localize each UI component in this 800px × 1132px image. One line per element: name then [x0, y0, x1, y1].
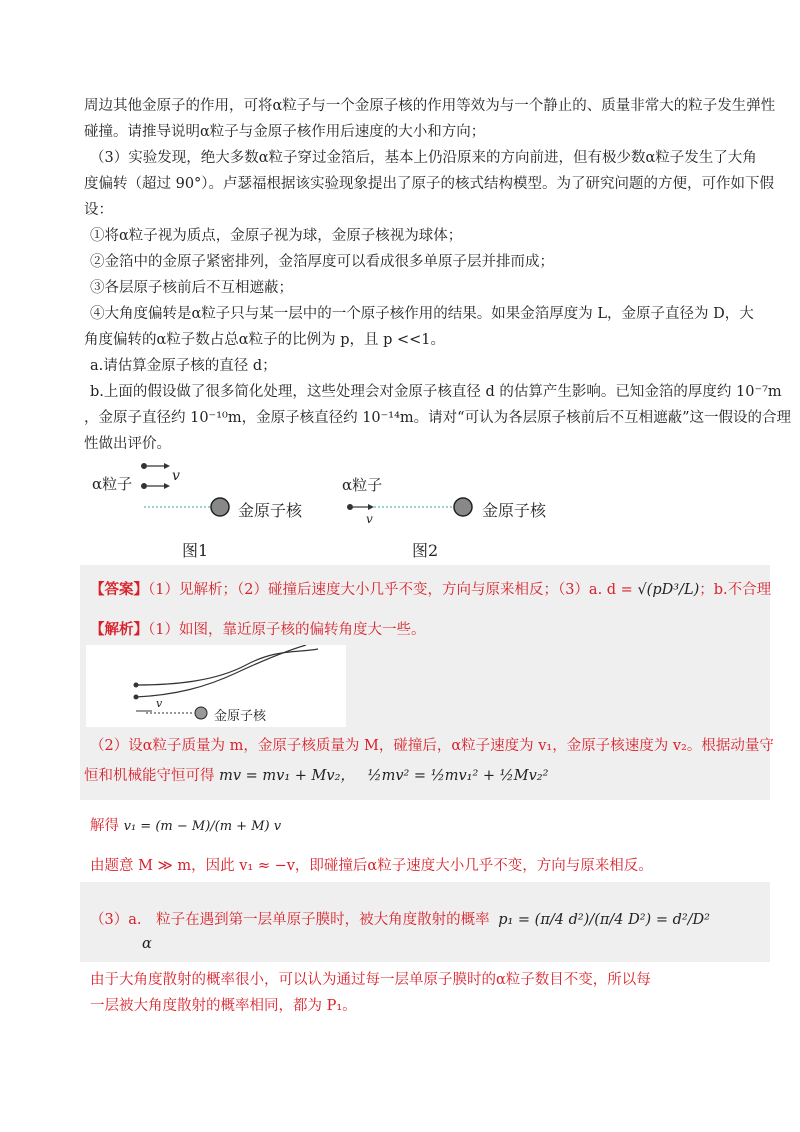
analysis-line-3: [84, 766, 548, 786]
fig1-alpha-label: α粒子: [92, 475, 133, 493]
question-line-2: 碰撞。请推导说明α粒子与金原子核作用后速度的大小和方向；: [84, 124, 486, 140]
fig2-nucleus-label: 金原子核: [482, 501, 547, 520]
answer-line: [90, 580, 771, 600]
subquestion-b: b.上面的假设做了很多简化处理，这些处理会对金原子核直径 d 的估算产生影响。已知金箔的厚度约 10⁻⁷m: [90, 384, 782, 400]
figure-1: [84, 460, 344, 530]
fig1-drawing: [84, 460, 344, 530]
analysis-text-1: （1）如图，靠近原子核的偏转角度大一些。: [148, 622, 426, 638]
probability-equation: p₁ = (π/4 d²)/(π/4 D²) = d²/D²: [498, 912, 710, 928]
question-line-14: 性做出评价。: [84, 436, 171, 452]
analysis-line-8: 一层被大角度散射的概率相同，都为 P₁。: [90, 998, 357, 1014]
analysis-line-1: [90, 620, 425, 640]
part3a-label: （3）a.: [90, 912, 142, 928]
assumption-3: ③各层原子核前后不互相遮蔽；: [90, 280, 293, 296]
analysis-line-7: 由于大角度散射的概率很小，可以认为通过每一层单原子膜时的α粒子数目不变，所以每: [90, 972, 651, 988]
fig2-alpha-label: α粒子: [342, 476, 383, 494]
fig1-nucleus-label: 金原子核: [238, 501, 303, 520]
question-line-10: 角度偏转的α粒子数占总α粒子的比例为 p，且 p <<1。: [84, 332, 445, 348]
fig2-v-label: v: [366, 512, 373, 526]
fig1-v-label: v: [172, 468, 180, 484]
question-line-3: （3）实验发现，绝大多数α粒子穿过金箔后，基本上仍沿原来的方向前进，但有极少数α粒子发生了大角: [90, 150, 757, 166]
energy-equation: ½mv² = ½mv₁² + ½Mv₂²: [367, 768, 549, 784]
answer-tag: 【答案】: [90, 581, 148, 598]
answer-tail: ；b.不合理: [699, 582, 772, 598]
analysis-text-3: 恒和机械能守恒可得: [84, 768, 215, 784]
assumption-1: ①将α粒子视为质点，金原子视为球，金原子核视为球体；: [90, 228, 463, 244]
subquestion-a: a.请估算金原子核的直径 d；: [90, 358, 277, 374]
diagram-nucleus-label: 金原子核: [214, 709, 267, 724]
question-line-13: ，金原子直径约 10⁻¹⁰m，金原子核直径约 10⁻¹⁴m。请对“可认为各层原子核前后不互相遮蔽”这一假设的合理: [84, 410, 791, 426]
solve-equation: v₁ = (m − M)/(m + M) v: [123, 819, 282, 834]
analysis-line-6: [90, 910, 710, 930]
momentum-equation: mv = mv₁ + Mv₂，: [219, 768, 355, 784]
assumption-2: ②金箔中的金原子紧密排列，金箔厚度可以看成很多单原子层并排而成；: [90, 254, 554, 270]
question-line-4: 度偏转（超过 90°）。卢瑟福根据该实验现象提出了原子的核式结构模型。为了研究问题的方便，可作如下假: [84, 176, 775, 192]
figure-2: [340, 470, 600, 530]
answer-formula: √(pD³/L): [637, 582, 700, 598]
diagram-v-label: v: [156, 697, 163, 710]
answer-text: （1）见解析；（2）碰撞后速度大小几乎不变，方向与原来相反；（3）a. d =: [148, 582, 633, 598]
alpha-symbol: α: [142, 936, 152, 952]
analysis-tag: 【解析】: [90, 621, 148, 638]
fig2-drawing: [340, 470, 600, 530]
question-line-5: 设：: [84, 202, 113, 218]
analysis-line-2: （2）设α粒子质量为 m，金原子核质量为 M，碰撞后，α粒子速度为 v₁，金原子核速度为 v₂。根据动量守: [90, 738, 774, 754]
question-line-1: 周边其他金原子的作用，可将α粒子与一个金原子核的作用等效为与一个静止的、质量非常大的粒子发生弹性: [84, 98, 776, 114]
fig1-caption: 图1: [182, 541, 209, 560]
solve-line: [90, 816, 281, 837]
fig2-caption: 图2: [412, 541, 439, 560]
analysis-diagram: [86, 645, 346, 727]
solve-label: 解得: [90, 818, 119, 834]
part3a-text: 粒子在遇到第一层单原子膜时，被大角度散射的概率: [156, 912, 490, 928]
analysis-line-5: 由题意 M ≫ m，因此 v₁ ≈ −v，即碰撞后α粒子速度大小几乎不变，方向与原来相反。: [90, 858, 653, 874]
assumption-4: ④大角度偏转是α粒子只与某一层中的一个原子核作用的结果。如果金箔厚度为 L，金原子直径为 D，大: [90, 306, 754, 322]
